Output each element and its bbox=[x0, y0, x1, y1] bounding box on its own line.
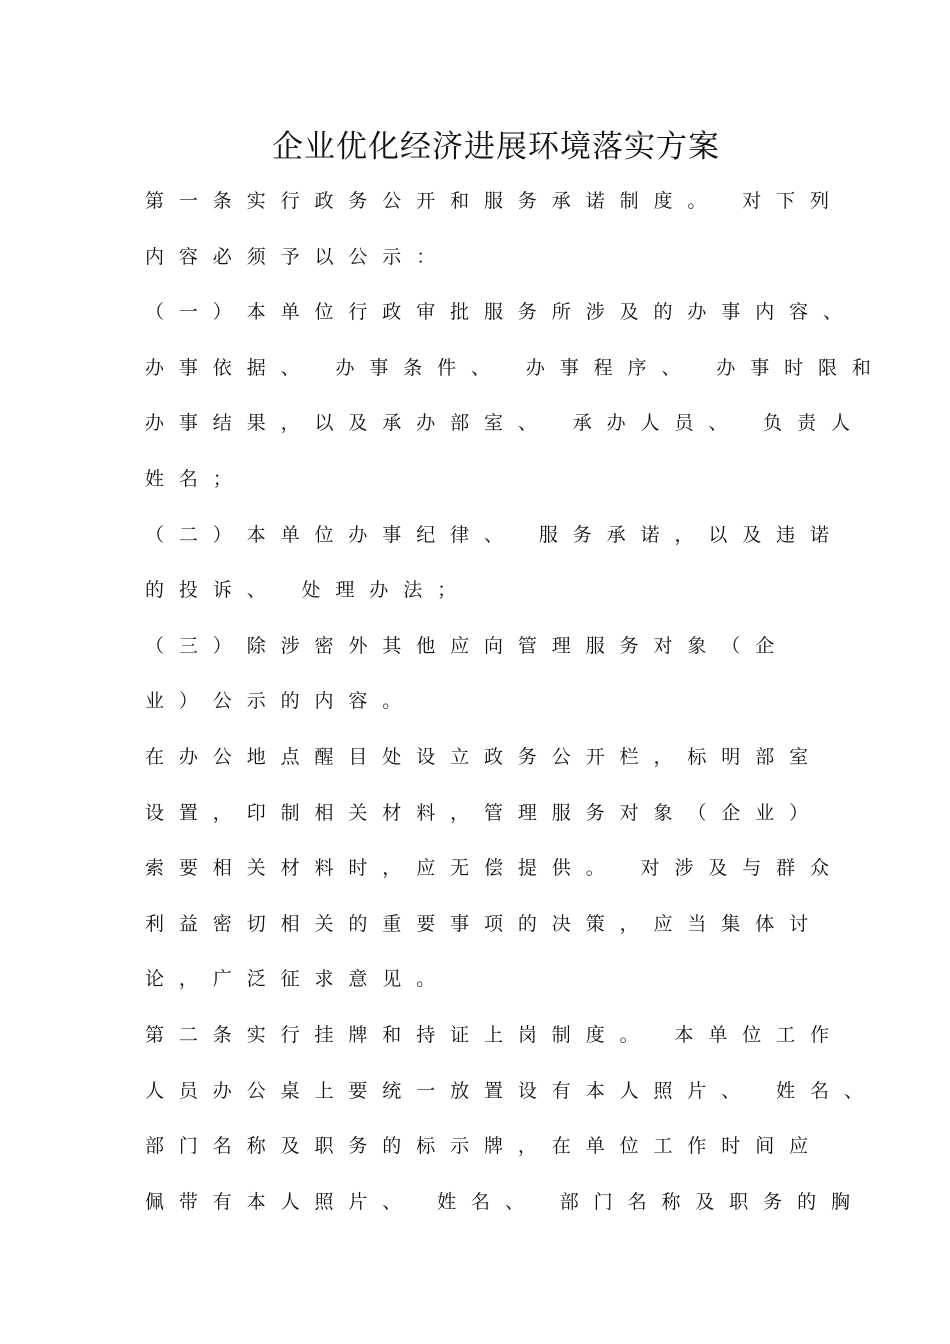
body-line: （二）本单位办事纪律、 服务承诺，以及违诺 bbox=[145, 523, 844, 546]
body-line: 利益密切相关的重要事项的决策，应当集体讨 bbox=[145, 912, 824, 935]
body-line: （一）本单位行政审批服务所涉及的办事内容、 bbox=[145, 301, 857, 324]
body-line: 佩带有本人照片、 姓名、 部门名称及职务的胸 bbox=[145, 1190, 865, 1213]
body-line: 业）公示的内容。 bbox=[145, 690, 417, 713]
body-line: 第二条实行挂牌和持证上岗制度。 本单位工作 bbox=[145, 1023, 844, 1046]
body-line: 人员办公桌上要统一放置设有本人照片、 姓名、 bbox=[145, 1079, 878, 1102]
body-line: 在办公地点醒目处设立政务公开栏，标明部室 bbox=[145, 745, 824, 768]
body-line: 内容必须予以公示： bbox=[145, 245, 451, 268]
body-line: 设置，印制相关材料，管理服务对象（企业） bbox=[145, 801, 824, 824]
body-line: 索要相关材料时，应无偿提供。 对涉及与群众 bbox=[145, 857, 844, 880]
body-line: 办事依据、 办事条件、 办事程序、 办事时限和 bbox=[145, 356, 886, 379]
body-line: 部门名称及职务的标示牌，在单位工作时间应 bbox=[145, 1135, 824, 1158]
body-line: （三）除涉密外其他应向管理服务对象（企 bbox=[145, 634, 790, 657]
document-title: 企业优化经济进展环境落实方案 bbox=[272, 129, 720, 165]
body-line: 办事结果，以及承办部室、 承办人员、 负责人 bbox=[145, 412, 865, 435]
body-line: 论，广泛征求意见。 bbox=[145, 968, 451, 991]
body-line: 的投诉、 处理办法； bbox=[145, 579, 472, 602]
document-body bbox=[145, 186, 886, 1242]
body-line: 姓名； bbox=[145, 467, 247, 490]
body-line: 第一条实行政务公开和服务承诺制度。 对下列 bbox=[145, 190, 844, 212]
